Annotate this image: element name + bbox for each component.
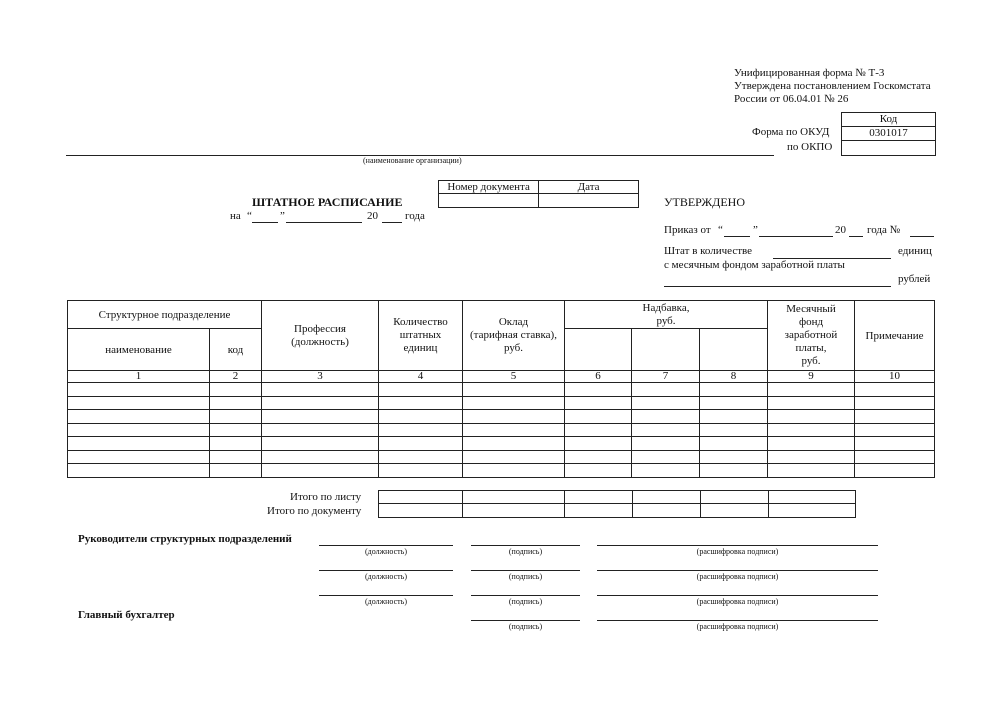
table-cell[interactable] — [379, 383, 463, 397]
table-cell[interactable] — [700, 383, 768, 397]
table-cell[interactable] — [463, 383, 565, 397]
approval-line: Утверждена постановлением Госкомстата — [734, 80, 931, 92]
table-cell[interactable] — [632, 396, 700, 410]
decode-caption: (расшифровка подписи) — [696, 622, 779, 631]
position-caption: (должность) — [365, 597, 407, 606]
signature-caption: (подпись) — [508, 547, 543, 556]
qty-header-l2: штатных — [399, 329, 442, 341]
total-sheet-bonus-8[interactable] — [700, 491, 768, 504]
total-doc-bonus-8[interactable] — [700, 504, 768, 518]
fund-header-l3: заработной — [784, 329, 838, 341]
table-cell[interactable] — [855, 410, 935, 424]
table-body — [68, 383, 935, 478]
table-cell[interactable] — [632, 383, 700, 397]
total-doc-bonus-7[interactable] — [632, 504, 700, 518]
doc-date-cell[interactable] — [539, 194, 639, 208]
title-quote-close: ” — [280, 210, 285, 222]
table-cell[interactable] — [210, 396, 262, 410]
table-cell[interactable] — [210, 450, 262, 464]
col-number: 9 — [768, 371, 855, 383]
fund-header-l5: руб. — [801, 355, 821, 367]
table-cell[interactable] — [68, 410, 210, 424]
table-cell[interactable] — [262, 383, 379, 397]
table-cell[interactable] — [210, 410, 262, 424]
table-cell[interactable] — [855, 450, 935, 464]
title-day-blank[interactable] — [252, 222, 278, 223]
table-row — [68, 464, 935, 478]
profession-header-l2: (должность) — [291, 335, 349, 348]
table-cell[interactable] — [379, 423, 463, 437]
table-cell[interactable] — [463, 410, 565, 424]
table-cell[interactable] — [565, 383, 632, 397]
salary-header-l2: (тарифная ставка), — [470, 329, 557, 341]
doc-date-header: Дата — [539, 181, 639, 194]
table-cell[interactable] — [565, 464, 632, 478]
order-quote-close: ” — [753, 224, 758, 236]
table-cell[interactable] — [210, 383, 262, 397]
order-year-word: года № — [867, 224, 901, 236]
staff-units: единиц — [898, 245, 932, 257]
position-caption: (должность) — [365, 572, 407, 581]
table-cell[interactable] — [768, 437, 855, 451]
salary-header-l1: Оклад — [498, 316, 529, 328]
table-cell[interactable] — [700, 437, 768, 451]
document-title: ШТАТНОЕ РАСПИСАНИЕ — [252, 195, 403, 209]
table-cell[interactable] — [262, 396, 379, 410]
title-month-blank[interactable] — [286, 222, 362, 223]
fund-header-l1: Месячный — [786, 303, 836, 315]
table-cell[interactable] — [700, 410, 768, 424]
total-sheet-bonus-7[interactable] — [632, 491, 700, 504]
okud-value: 0301017 — [842, 127, 935, 141]
table-cell[interactable] — [768, 450, 855, 464]
profession-header — [262, 301, 379, 371]
table-cell[interactable] — [855, 396, 935, 410]
doc-number-header: Номер документа — [439, 181, 539, 194]
table-cell[interactable] — [855, 423, 935, 437]
table-cell[interactable] — [768, 383, 855, 397]
order-year-blank[interactable] — [849, 236, 863, 237]
table-cell[interactable] — [68, 437, 210, 451]
total-doc-salary[interactable] — [463, 504, 565, 518]
document-date-line — [230, 210, 440, 224]
table-cell[interactable] — [768, 410, 855, 424]
table-cell[interactable] — [379, 437, 463, 451]
signature-caption: (подпись) — [508, 572, 543, 581]
total-sheet-row — [379, 491, 856, 504]
table-cell[interactable] — [768, 464, 855, 478]
total-doc-qty[interactable] — [379, 504, 463, 518]
form-number: Унифицированная форма № Т-3 — [734, 67, 885, 79]
col-number: 4 — [379, 371, 463, 383]
table-cell[interactable] — [262, 437, 379, 451]
decode-caption: (расшифровка подписи) — [696, 572, 779, 581]
table-cell[interactable] — [379, 410, 463, 424]
table-cell[interactable] — [262, 423, 379, 437]
total-per-sheet-label: Итого по листу — [290, 491, 362, 503]
fund-header-l4: платы, — [795, 342, 827, 354]
accountant-signature-line[interactable] — [471, 620, 580, 621]
order-number-blank[interactable] — [910, 236, 934, 237]
table-row — [68, 423, 935, 437]
salary-header-l3: руб. — [503, 342, 524, 354]
col-number: 2 — [210, 371, 262, 383]
table-cell[interactable] — [855, 383, 935, 397]
bonus-subcol-2 — [632, 329, 700, 371]
col-number: 7 — [632, 371, 700, 383]
table-cell[interactable] — [379, 450, 463, 464]
name-subheader: наименование — [68, 329, 210, 371]
okud-label: Форма по ОКУД — [752, 126, 830, 138]
total-sheet-fund[interactable] — [768, 491, 855, 504]
col-number: 6 — [565, 371, 632, 383]
col-number: 5 — [463, 371, 565, 383]
table-cell[interactable] — [463, 423, 565, 437]
total-doc-fund[interactable] — [768, 504, 855, 518]
fund-header — [768, 301, 855, 371]
table-cell[interactable] — [565, 410, 632, 424]
table-cell[interactable] — [632, 423, 700, 437]
table-cell[interactable] — [565, 423, 632, 437]
title-year-prefix: 20 — [367, 210, 378, 222]
col-number: 3 — [262, 371, 379, 383]
table-cell[interactable] — [700, 396, 768, 410]
title-year-suffix: года — [405, 210, 425, 222]
fund-header-l2: фонд — [798, 316, 824, 328]
table-cell[interactable] — [632, 450, 700, 464]
approval-date: России от 06.04.01 № 26 — [734, 93, 849, 105]
bonus-header-l1: Надбавка, — [642, 301, 690, 314]
table-cell[interactable] — [632, 464, 700, 478]
table-cell[interactable] — [855, 437, 935, 451]
order-prefix: Приказ от — [664, 224, 711, 236]
table-cell[interactable] — [262, 410, 379, 424]
fund-amount-blank[interactable] — [664, 286, 891, 287]
col-number: 10 — [855, 371, 935, 383]
signature-caption: (подпись) — [508, 597, 543, 606]
table-row — [68, 410, 935, 424]
table-cell[interactable] — [632, 437, 700, 451]
column-numbers-row — [68, 371, 935, 383]
qty-header — [379, 301, 463, 371]
table-cell[interactable] — [68, 396, 210, 410]
position-line-1[interactable] — [319, 545, 453, 546]
decode-line-1[interactable] — [597, 545, 878, 546]
organization-caption: (наименование организации) — [363, 156, 462, 165]
qty-header-l3: единиц — [403, 342, 438, 354]
decode-line-2[interactable] — [597, 570, 878, 571]
table-cell[interactable] — [768, 396, 855, 410]
table-cell[interactable] — [379, 396, 463, 410]
table-cell[interactable] — [565, 437, 632, 451]
codes-header: Код — [842, 113, 935, 127]
table-cell[interactable] — [632, 410, 700, 424]
table-cell[interactable] — [68, 383, 210, 397]
signature-caption: (подпись) — [508, 622, 543, 631]
table-cell[interactable] — [68, 423, 210, 437]
order-month-blank[interactable] — [759, 236, 833, 237]
title-quote-open: “ — [247, 210, 252, 222]
table-cell[interactable] — [768, 423, 855, 437]
table-row — [68, 437, 935, 451]
table-row — [68, 396, 935, 410]
table-cell[interactable] — [463, 396, 565, 410]
document-number-table — [438, 180, 639, 208]
heads-label: Руководители структурных подразделений — [78, 533, 292, 545]
total-document-row — [379, 504, 856, 518]
table-cell[interactable] — [68, 464, 210, 478]
fund-rubles: рублей — [898, 273, 931, 285]
totals-table — [378, 490, 856, 518]
total-sheet-salary[interactable] — [463, 491, 565, 504]
table-cell[interactable] — [855, 464, 935, 478]
col-number: 1 — [68, 371, 210, 383]
title-na: на — [230, 210, 241, 222]
total-sheet-bonus-6[interactable] — [565, 491, 632, 504]
position-line-2[interactable] — [319, 570, 453, 571]
total-sheet-qty[interactable] — [379, 491, 463, 504]
profession-header-l1: Профессия — [294, 322, 346, 335]
code-subheader: код — [210, 329, 262, 371]
bonus-subcol-3 — [700, 329, 768, 371]
table-cell[interactable] — [565, 450, 632, 464]
table-cell[interactable] — [379, 464, 463, 478]
bonus-header-l2: руб. — [656, 314, 676, 327]
decode-caption: (расшифровка подписи) — [696, 597, 779, 606]
order-year: 20 — [835, 224, 846, 236]
table-cell[interactable] — [68, 450, 210, 464]
table-cell[interactable] — [463, 464, 565, 478]
table-cell[interactable] — [700, 464, 768, 478]
table-cell[interactable] — [210, 464, 262, 478]
table-cell[interactable] — [262, 464, 379, 478]
chief-accountant-label: Главный бухгалтер — [78, 609, 175, 621]
accountant-decode-line[interactable] — [597, 620, 878, 621]
signature-line-2[interactable] — [471, 570, 580, 571]
order-day-blank[interactable] — [724, 236, 750, 237]
bonus-header — [565, 301, 768, 329]
decode-caption: (расшифровка подписи) — [696, 547, 779, 556]
okpo-value — [842, 141, 935, 155]
note-header: Примечание — [855, 301, 935, 371]
total-per-document-label: Итого по документу — [267, 505, 362, 517]
table-cell[interactable] — [210, 423, 262, 437]
col-number: 8 — [700, 371, 768, 383]
struct-unit-header: Структурное подразделение — [68, 301, 262, 329]
table-cell[interactable] — [700, 423, 768, 437]
title-year-blank[interactable] — [382, 222, 402, 223]
table-cell[interactable] — [463, 450, 565, 464]
approved-heading: УТВЕРЖДЕНО — [664, 195, 746, 209]
table-cell[interactable] — [262, 450, 379, 464]
signature-line-1[interactable] — [471, 545, 580, 546]
codes-box — [841, 112, 936, 156]
order-line — [664, 224, 936, 238]
okpo-label: по ОКПО — [787, 141, 833, 153]
fund-label: с месячным фондом заработной платы — [664, 259, 845, 271]
staff-schedule-table — [67, 300, 935, 478]
table-cell[interactable] — [565, 396, 632, 410]
position-line-3[interactable] — [319, 595, 453, 596]
order-quote-open: “ — [718, 224, 723, 236]
signature-line-3[interactable] — [471, 595, 580, 596]
qty-header-l1: Количество — [393, 316, 448, 328]
form-header-note — [734, 67, 931, 106]
table-cell[interactable] — [463, 437, 565, 451]
salary-header — [463, 301, 565, 371]
table-cell[interactable] — [700, 450, 768, 464]
bonus-subcol-1 — [565, 329, 632, 371]
position-caption: (должность) — [365, 547, 407, 556]
table-cell[interactable] — [210, 437, 262, 451]
total-doc-bonus-6[interactable] — [565, 504, 632, 518]
table-row — [68, 383, 935, 397]
table-row — [68, 450, 935, 464]
doc-number-cell[interactable] — [439, 194, 539, 208]
decode-line-3[interactable] — [597, 595, 878, 596]
staff-label: Штат в количестве — [664, 245, 753, 257]
